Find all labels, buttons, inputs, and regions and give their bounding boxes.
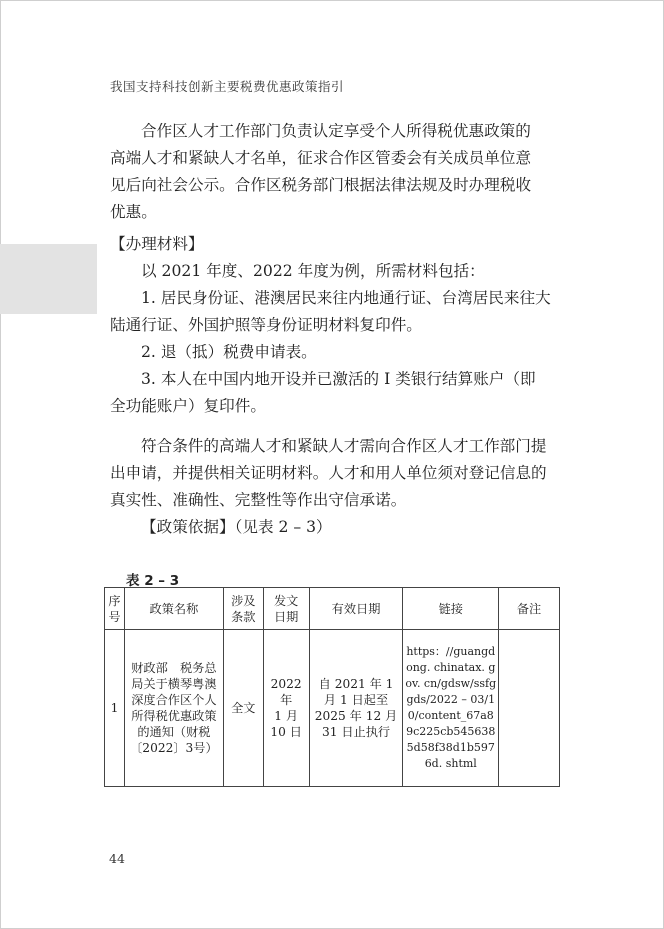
table-row — [105, 630, 560, 787]
policy-basis-heading: 【政策依据】（见表 2 – 3） — [141, 518, 332, 536]
text-line: 优惠。 — [110, 203, 157, 221]
table-header-row — [105, 588, 560, 630]
paragraph-talent-list — [110, 118, 560, 226]
text-line: 出申请，并提供相关证明材料。人才和用人单位须对登记信息的 — [110, 464, 547, 482]
material-item-1: 1. 居民身份证、港澳居民来往内地通行证、台湾居民来往大 — [141, 289, 551, 307]
materials-heading: 【办理材料】 — [110, 235, 204, 253]
text-line: 见后向社会公示。合作区税务部门根据法律法规及时办理税收 — [110, 176, 532, 194]
page-number: 44 — [109, 851, 125, 866]
table-caption: 表 2 – 3 — [126, 573, 180, 589]
text-line: 高端人才和紧缺人才名单，征求合作区管委会有关成员单位意 — [110, 149, 532, 167]
text-line: 合作区人才工作部门负责认定享受个人所得税优惠政策的 — [141, 122, 531, 140]
cell-link[interactable]: https：//guangdong. chinatax. gov. cn/gdsw/ssfggds/2022 – 03/10/content_67a89c225cb5456385d58f38d1b5976d. shtml — [403, 630, 499, 787]
text-line: 符合条件的高端人才和紧缺人才需向合作区人才工作部门提 — [141, 437, 547, 455]
policy-table — [104, 587, 560, 787]
cell-seq: 1 — [105, 630, 125, 787]
header-note: 备注 — [499, 588, 560, 630]
material-item-1-cont: 陆通行证、外国护照等身份证明材料复印件。 — [110, 316, 422, 334]
materials-section — [110, 231, 560, 420]
chapter-side-tab — [0, 244, 97, 314]
cell-policy-name: 财政部 税务总局关于横琴粤澳深度合作区个人所得税优惠政策的通知（财税〔2022〕3号） — [124, 630, 223, 787]
cell-clauses: 全文 — [223, 630, 263, 787]
cell-note — [499, 630, 560, 787]
header-validity: 有效日期 — [309, 588, 403, 630]
header-issue-date: 发文 日期 — [263, 588, 309, 630]
header-clauses: 涉及 条款 — [223, 588, 263, 630]
material-item-3-cont: 全功能账户）复印件。 — [110, 397, 266, 415]
cell-validity: 自 2021 年 1 月 1 日起至 2025 年 12 月 31 日止执行 — [309, 630, 403, 787]
cell-issue-date: 2022 年 1 月 10 日 — [263, 630, 309, 787]
running-header: 我国支持科技创新主要税费优惠政策指引 — [110, 79, 345, 94]
header-link: 链接 — [403, 588, 499, 630]
header-seq: 序 号 — [105, 588, 125, 630]
materials-intro: 以 2021 年度、2022 年度为例，所需材料包括： — [141, 262, 485, 280]
paragraph-application — [110, 433, 560, 541]
material-item-3: 3. 本人在中国内地开设并已激活的 Ⅰ 类银行结算账户（即 — [141, 370, 536, 388]
text-line: 真实性、准确性、完整性等作出守信承诺。 — [110, 491, 407, 509]
material-item-2: 2. 退（抵）税费申请表。 — [141, 343, 317, 361]
header-policy-name: 政策名称 — [124, 588, 223, 630]
